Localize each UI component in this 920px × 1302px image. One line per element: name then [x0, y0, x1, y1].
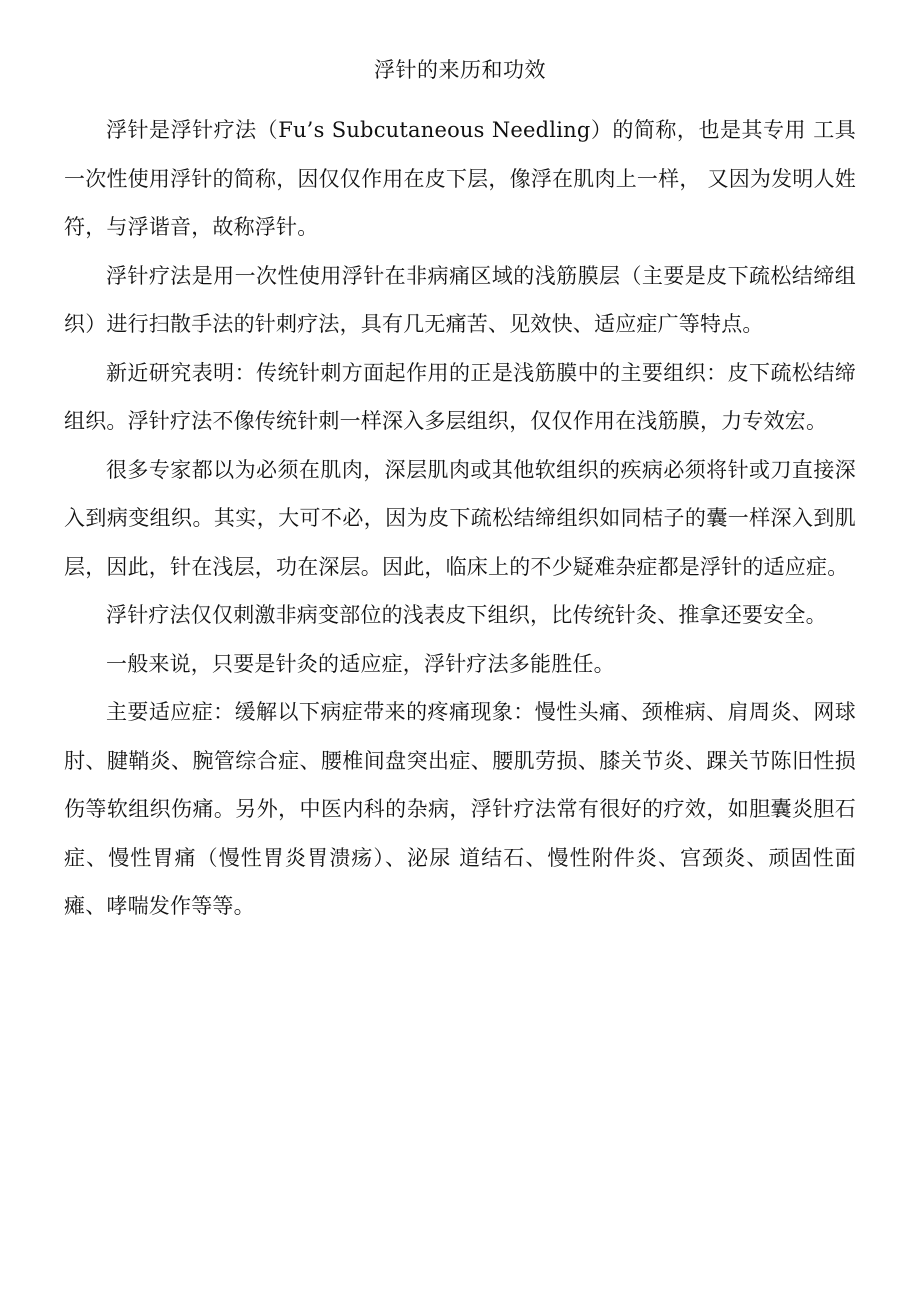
paragraph-safety: 浮针疗法仅仅刺激非病变部位的浅表皮下组织，比传统针灸、推拿还要安全。	[106, 603, 827, 627]
document-title: 浮针的来历和功效	[374, 58, 546, 82]
paragraph-indications: 主要适应症：缓解以下病症带来的疼痛现象：慢性头痛、颈椎病、肩周炎、网球肘、腱鞘炎、腕管综合症、腰椎间盘突出症、腰肌劳损、膝关节炎、踝关节陈旧性损伤等软组织伤痛。另外，中医内科的杂病，浮针疗法常有很好的疗效，如胆囊炎胆石症、慢性胃痛（慢性胃炎胃溃疡）、泌尿 道结石、慢性附件炎、宫颈炎、顽固性面瘫、哮喘发作等等。	[64, 700, 856, 918]
paragraph-general: 一般来说，只要是针灸的适应症，浮针疗法多能胜任。	[106, 651, 615, 676]
paragraph-expert-view: 很多专家都以为必须在肌肉，深层肌肉或其他软组织的疾病必须将针或刀直接深入到病变组织。其实，大可不必，因为皮下疏松结缔组织如同桔子的囊一样深入到肌层，因此，针在浅层，功在深层。因此，临床上的不少疑难杂症都是浮针的适应症。	[64, 457, 856, 579]
paragraph-definition: 浮针是浮针疗法（Fu’s Subcutaneous Needling）的简称，也是其专用 工具一次性使用浮针的简称，因仅仅作用在皮下层，像浮在肌肉上一样， 又因为发明人姓符，与浮谐音，故称浮针。	[64, 118, 856, 239]
paragraph-method: 浮针疗法是用一次性使用浮针在非病痛区域的浅筋膜层（主要是皮下疏松结缔组织）进行扫散手法的针刺疗法，具有几无痛苦、见效快、适应症广等特点。	[64, 263, 856, 336]
paragraph-research: 新近研究表明：传统针刺方面起作用的正是浅筋膜中的主要组织：皮下疏松结缔组织。浮针疗法不像传统针刺一样深入多层组织，仅仅作用在浅筋膜，力专效宏。	[64, 360, 856, 433]
